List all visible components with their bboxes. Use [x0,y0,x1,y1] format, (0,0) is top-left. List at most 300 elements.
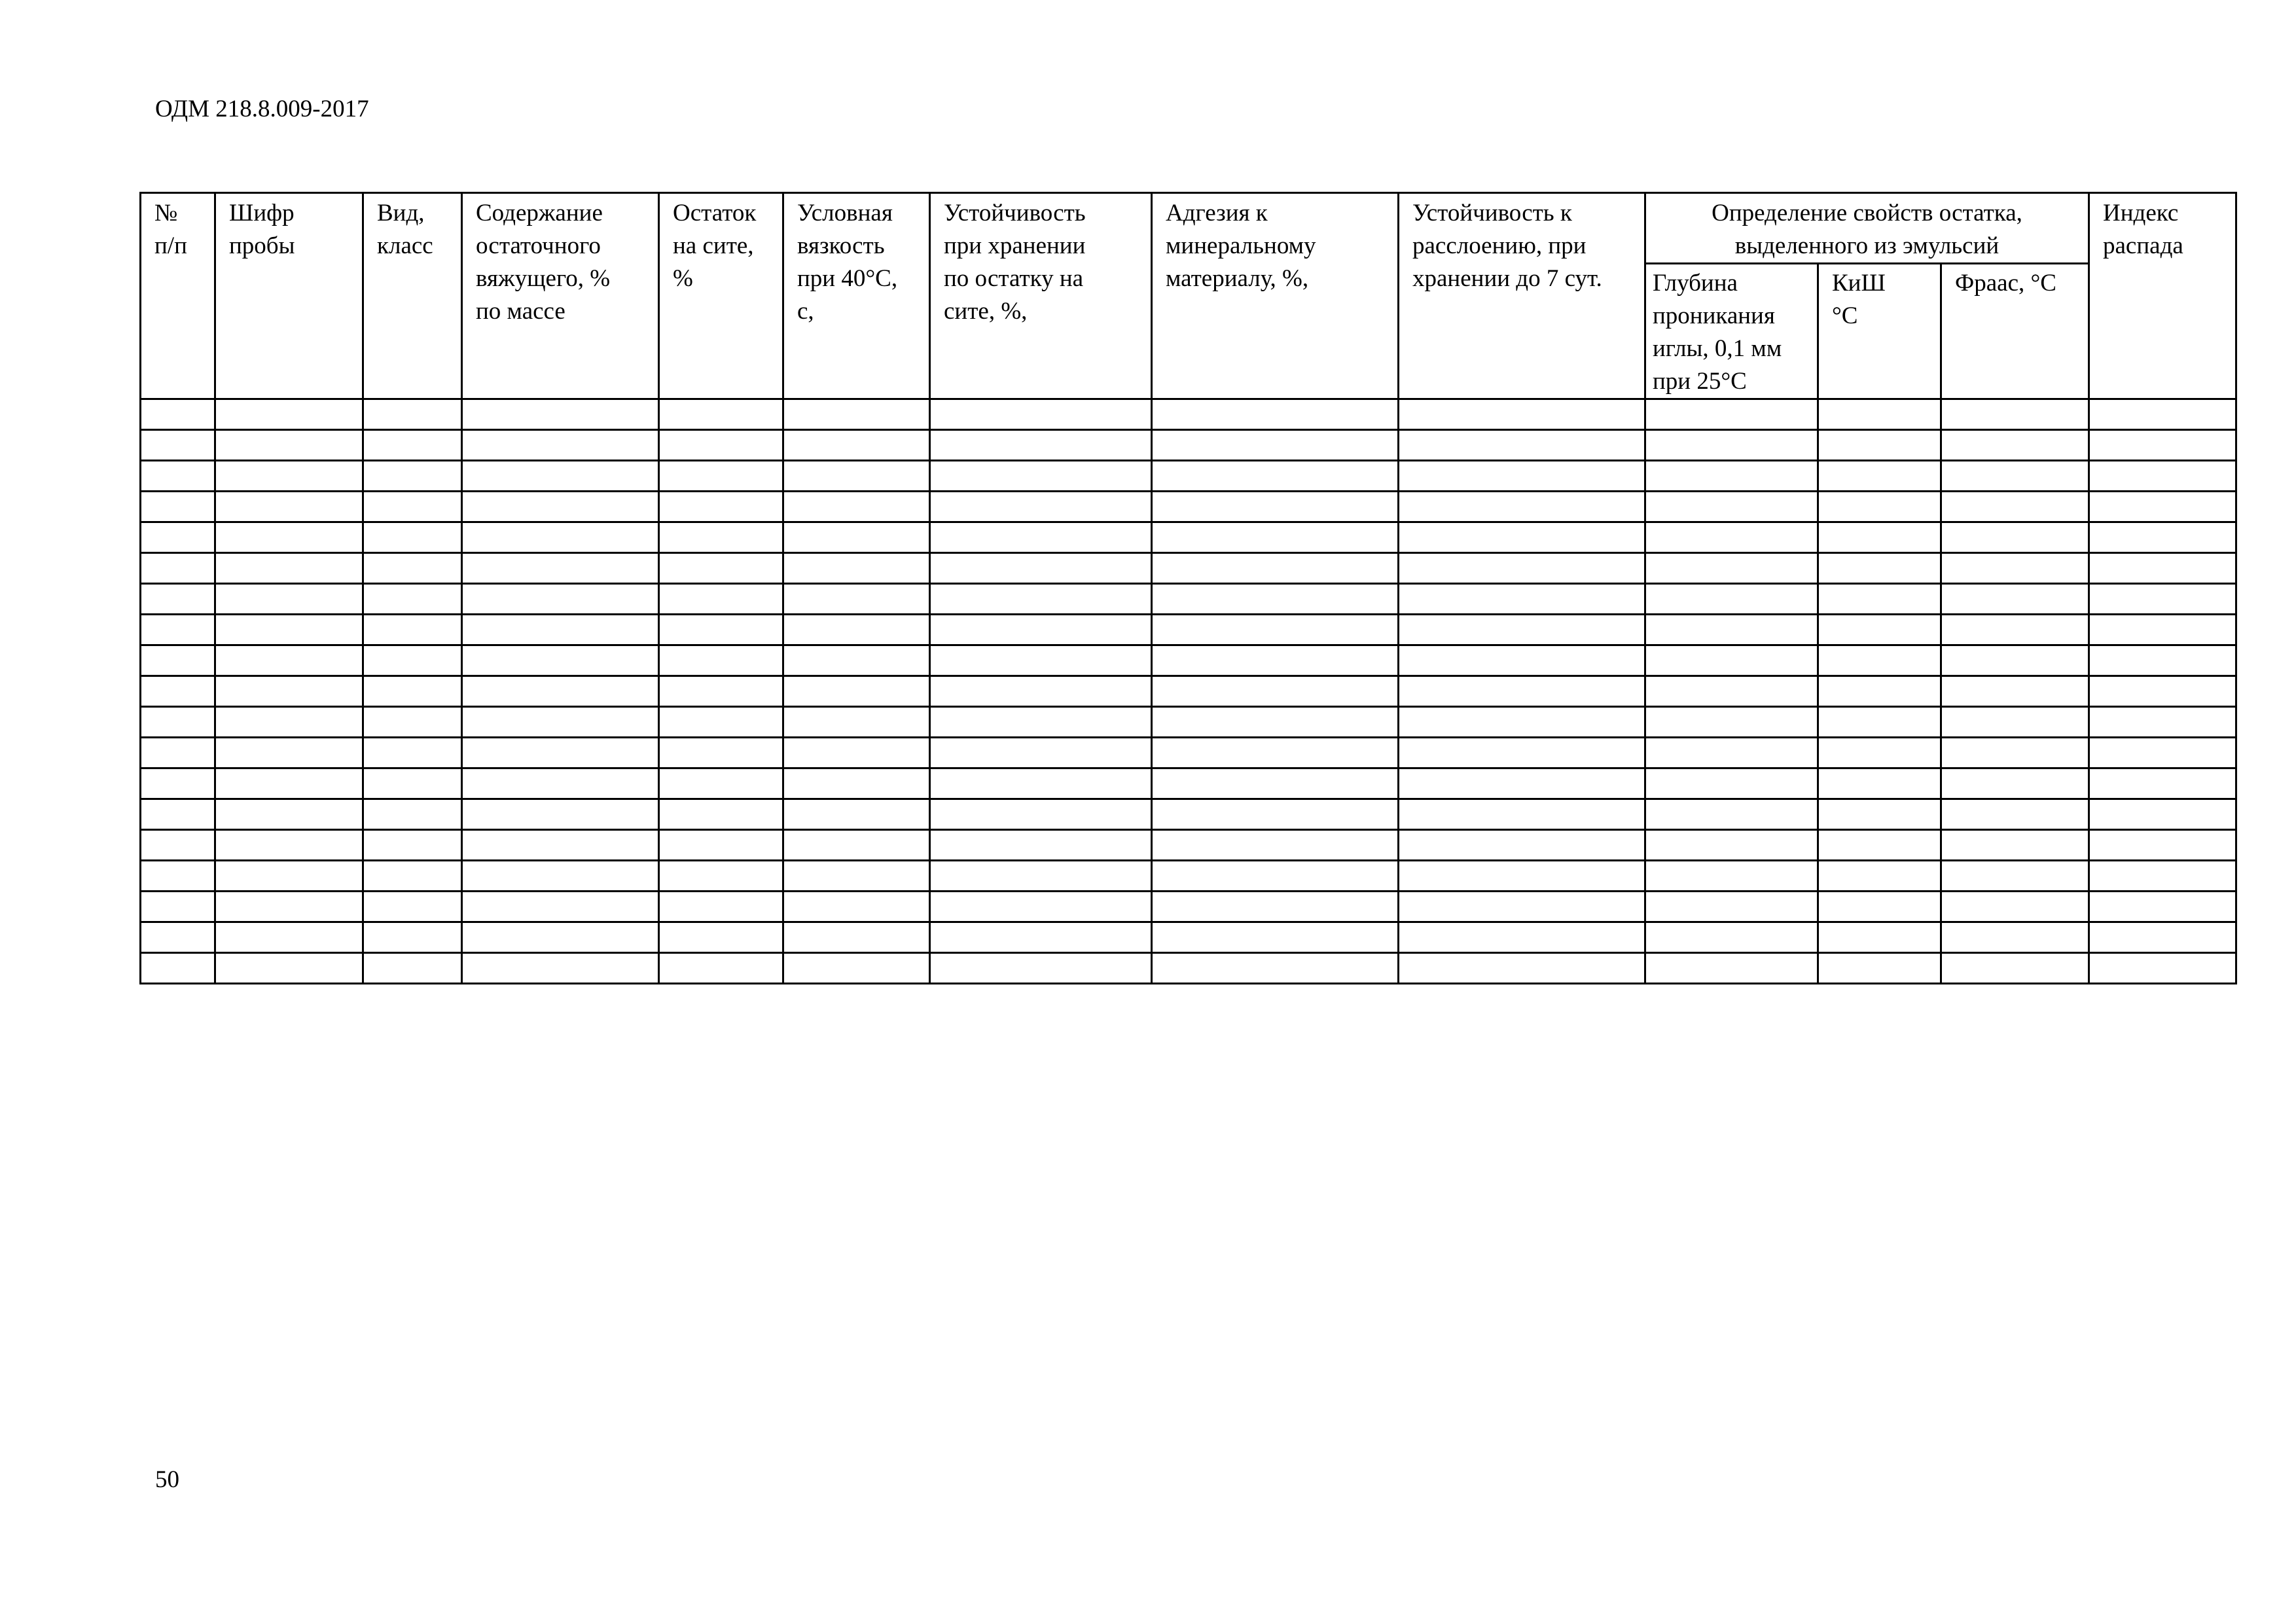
table-cell [141,461,215,492]
header-line: при 25°С [1653,368,1747,395]
table-cell [930,707,1152,738]
table-cell [783,861,930,892]
table-cell [930,953,1152,984]
table-cell [930,584,1152,615]
table-cell [462,399,659,430]
table-cell [363,799,462,830]
header-line: материалу, %, [1166,265,1309,292]
table-cell [1818,645,1941,676]
table-cell [1399,830,1645,861]
table-cell [1941,676,2089,707]
table-cell [930,615,1152,645]
table-cell [1399,799,1645,830]
table-cell [1818,768,1941,799]
header-line: на сите, [673,232,754,259]
table-cell [659,645,783,676]
table-cell [783,892,930,922]
header-line: °С [1832,302,1858,329]
table-cell [462,892,659,922]
table-cell [363,399,462,430]
table-cell [1399,676,1645,707]
table-cell [1399,399,1645,430]
table-cell [930,461,1152,492]
header-line: минеральному [1166,232,1316,259]
table-cell [1645,768,1818,799]
table-row [141,738,2236,768]
table-cell [141,892,215,922]
table-cell [141,861,215,892]
table-cell [1152,861,1399,892]
table-cell [659,492,783,522]
table-cell [1941,861,2089,892]
table-cell [1941,953,2089,984]
table-cell [783,461,930,492]
table-cell [462,553,659,584]
table-cell [1399,645,1645,676]
table-cell [2089,861,2236,892]
table-cell [141,676,215,707]
table-cell [930,676,1152,707]
table-cell [783,799,930,830]
table-cell [1399,953,1645,984]
table-cell [462,584,659,615]
table-cell [215,461,363,492]
table-cell [930,399,1152,430]
header-separation-stability [1399,193,1645,399]
table-cell [2089,553,2236,584]
table-cell [363,492,462,522]
table-cell [1818,830,1941,861]
table-cell [1399,584,1645,615]
table-cell [1152,430,1399,461]
table-cell [783,922,930,953]
table-cell [783,830,930,861]
table-cell [1399,492,1645,522]
table-cell [141,399,215,430]
header-line: класс [377,232,433,259]
header-line: выделенного из эмульсий [1734,232,2000,259]
table-cell [215,892,363,922]
table-cell [659,922,783,953]
table-cell [1941,922,2089,953]
table-cell [215,430,363,461]
table-cell [783,492,930,522]
table-cell [783,645,930,676]
table-cell [141,953,215,984]
table-cell [1645,892,1818,922]
table-cell [930,645,1152,676]
table-cell [2089,645,2236,676]
header-line: Содержание [476,200,603,226]
table-cell [462,830,659,861]
table-cell [1645,922,1818,953]
table-cell [659,953,783,984]
table-cell [930,738,1152,768]
table-row [141,830,2236,861]
table-cell [1941,615,2089,645]
table-cell [462,953,659,984]
table-cell [2089,768,2236,799]
table-cell [462,615,659,645]
table-cell [363,615,462,645]
table-cell [215,953,363,984]
header-line: распада [2103,232,2183,259]
table-cell [659,707,783,738]
table-cell [1818,584,1941,615]
table-cell [1818,461,1941,492]
table-cell [215,676,363,707]
table-cell [1399,861,1645,892]
table-cell [363,830,462,861]
table-cell [1152,799,1399,830]
table-row [141,645,2236,676]
table-cell [363,953,462,984]
table-cell [1152,738,1399,768]
table-cell [363,645,462,676]
header-adhesion [1152,193,1399,399]
table-cell [462,492,659,522]
table-cell [462,707,659,738]
table-cell [363,861,462,892]
header-line: Адгезия к [1166,200,1268,226]
table-cell [930,861,1152,892]
table-cell [462,738,659,768]
table-cell [2089,799,2236,830]
header-row-1 [141,193,2236,264]
table-cell [1399,738,1645,768]
table-cell [1152,584,1399,615]
table-cell [659,892,783,922]
table-cell [1645,830,1818,861]
table-cell [2089,953,2236,984]
table-cell [363,707,462,738]
table-row [141,522,2236,553]
table-cell [462,768,659,799]
document-code: ОДМ 218.8.009-2017 [155,96,369,122]
table-cell [1941,584,2089,615]
table-row [141,399,2236,430]
table-cell [2089,399,2236,430]
table-cell [659,830,783,861]
table-cell [2089,922,2236,953]
table-cell [1818,799,1941,830]
table-cell [215,768,363,799]
table-cell [930,553,1152,584]
table-cell [215,738,363,768]
table-row [141,461,2236,492]
table-cell [2089,461,2236,492]
table-cell [2089,430,2236,461]
table-cell [659,522,783,553]
table-cell [141,492,215,522]
table-cell [659,584,783,615]
header-line: иглы, 0,1 мм [1653,335,1782,362]
table-cell [1645,738,1818,768]
table-cell [1645,861,1818,892]
header-cipher [215,193,363,399]
table-cell [1645,953,1818,984]
table-cell [215,584,363,615]
table-cell [363,522,462,553]
header-line: вязкость [797,232,885,259]
header-line: пробы [229,232,295,259]
table-cell [1152,830,1399,861]
table-cell [1645,430,1818,461]
table-row [141,768,2236,799]
table-cell [930,768,1152,799]
table-cell [1152,399,1399,430]
table-cell [1941,522,2089,553]
table-cell [1941,738,2089,768]
page-number: 50 [155,1466,179,1493]
table-cell [462,676,659,707]
header-line: Вид, [377,200,425,226]
table-cell [1645,492,1818,522]
table-cell [1818,892,1941,922]
table-cell [1645,615,1818,645]
table-cell [1818,707,1941,738]
table-cell [2089,584,2236,615]
table-cell [930,892,1152,922]
header-num [141,193,215,399]
table-cell [659,553,783,584]
table-cell [215,861,363,892]
header-binder-content [462,193,659,399]
header-line: % [673,265,693,292]
header-line: Устойчивость [944,200,1086,226]
header-needle-penetration [1645,264,1818,399]
table-row [141,615,2236,645]
table-cell [1399,553,1645,584]
table-cell [215,645,363,676]
table-cell [1152,492,1399,522]
table-cell [783,676,930,707]
table-cell [363,922,462,953]
header-line: Шифр [229,200,295,226]
table-cell [1818,553,1941,584]
table-cell [659,399,783,430]
table-cell [783,707,930,738]
header-line: сите, %, [944,298,1028,325]
header-line: № [154,200,178,226]
table-cell [2089,892,2236,922]
table-cell [2089,707,2236,738]
table-cell [1399,522,1645,553]
table-cell [1645,553,1818,584]
header-fraass-point [1941,264,2089,399]
header-sieve-residue [659,193,783,399]
table-cell [1152,645,1399,676]
table-cell [930,522,1152,553]
table-cell [141,584,215,615]
header-line: при 40°С, [797,265,898,292]
table-cell [783,615,930,645]
table-cell [1645,799,1818,830]
table-row [141,953,2236,984]
table-cell [1818,922,1941,953]
header-line: Фраас, °С [1955,270,2056,297]
table-cell [2089,676,2236,707]
table-row [141,584,2236,615]
table-cell [215,830,363,861]
table-cell [141,830,215,861]
table-cell [1645,676,1818,707]
table-cell [141,615,215,645]
table-cell [1818,522,1941,553]
table-cell [215,399,363,430]
table-cell [1645,461,1818,492]
table-row [141,553,2236,584]
table-row [141,430,2236,461]
table-cell [1152,676,1399,707]
table-cell [141,922,215,953]
table-row [141,492,2236,522]
table-cell [363,553,462,584]
table-cell [783,738,930,768]
table-cell [141,738,215,768]
header-breakdown-index [2089,193,2236,399]
table-cell [363,676,462,707]
table-cell [215,522,363,553]
table-cell [1152,892,1399,922]
table-cell [1399,768,1645,799]
table-cell [659,738,783,768]
table-cell [1818,492,1941,522]
table-row [141,892,2236,922]
table-cell [1941,399,2089,430]
table-cell [1152,768,1399,799]
table-cell [141,553,215,584]
table-cell [783,768,930,799]
header-viscosity [783,193,930,399]
table-cell [1941,799,2089,830]
table-cell [141,768,215,799]
properties-table [139,192,2237,984]
table-cell [930,922,1152,953]
header-line: проникания [1653,302,1775,329]
header-softening-point [1818,264,1941,399]
header-line: Условная [797,200,893,226]
table-cell [2089,522,2236,553]
table-cell [363,768,462,799]
table-cell [462,430,659,461]
table-cell [2089,738,2236,768]
header-line: Устойчивость к [1412,200,1572,226]
table-cell [659,615,783,645]
table-cell [1645,399,1818,430]
table-cell [1152,553,1399,584]
header-line: с, [797,298,814,325]
table-cell [1399,430,1645,461]
header-line: Индекс [2103,200,2179,226]
table-cell [1645,584,1818,615]
header-residue-properties [1645,193,2089,264]
table-cell [141,645,215,676]
table-cell [141,799,215,830]
table-cell [363,584,462,615]
table-cell [2089,492,2236,522]
table-cell [783,953,930,984]
table-cell [462,522,659,553]
table-cell [141,430,215,461]
table-row [141,799,2236,830]
table-cell [783,399,930,430]
table-row [141,922,2236,953]
table-row [141,861,2236,892]
table-cell [1941,768,2089,799]
header-line: по массе [476,298,565,325]
table-cell [1152,522,1399,553]
table-cell [215,553,363,584]
table-cell [363,738,462,768]
table-cell [930,492,1152,522]
header-line: п/п [154,232,187,259]
table-cell [659,861,783,892]
table-cell [1941,707,2089,738]
table-cell [659,430,783,461]
table-cell [930,430,1152,461]
table-cell [2089,615,2236,645]
header-line: остаточного [476,232,601,259]
table-row [141,707,2236,738]
table-cell [1399,922,1645,953]
table-cell [1645,645,1818,676]
table-cell [1399,707,1645,738]
table-cell [1941,645,2089,676]
header-line: по остатку на [944,265,1084,292]
table-cell [783,553,930,584]
table-cell [1941,430,2089,461]
table-cell [659,676,783,707]
table-cell [659,799,783,830]
header-line: Остаток [673,200,757,226]
table-cell [1152,922,1399,953]
table-cell [783,522,930,553]
table-cell [215,707,363,738]
table-cell [1152,953,1399,984]
table-cell [1399,615,1645,645]
table-cell [1399,461,1645,492]
table-cell [2089,830,2236,861]
table-cell [141,522,215,553]
table-cell [783,430,930,461]
table-cell [141,707,215,738]
header-storage-stability [930,193,1152,399]
table-cell [462,861,659,892]
table-cell [1941,553,2089,584]
table-cell [1941,461,2089,492]
table-cell [1818,430,1941,461]
table-cell [215,799,363,830]
table-cell [462,461,659,492]
table-cell [659,461,783,492]
header-line: КиШ [1832,270,1886,297]
table-cell [1818,615,1941,645]
table-cell [1941,892,2089,922]
header-line: вяжущего, % [476,265,611,292]
table-cell [363,430,462,461]
table-cell [462,922,659,953]
table-cell [930,830,1152,861]
header-line: при хранении [944,232,1086,259]
table-cell [215,492,363,522]
table-cell [462,645,659,676]
table-cell [1645,707,1818,738]
table-cell [462,799,659,830]
table-cell [1152,707,1399,738]
table-cell [1818,738,1941,768]
table-cell [1941,492,2089,522]
